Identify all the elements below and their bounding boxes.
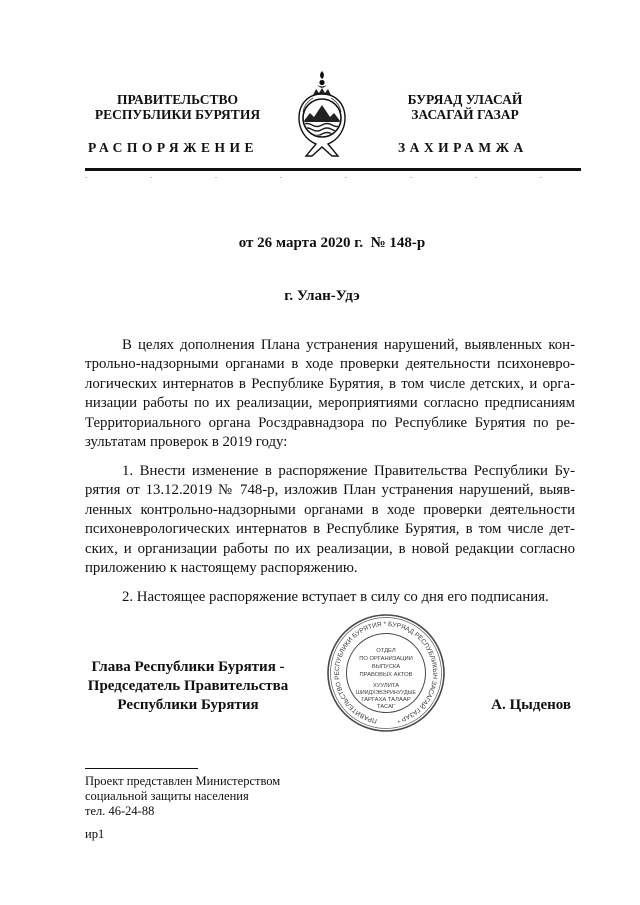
footnote-line: тел. 46-24-88 xyxy=(85,804,155,818)
government-title-line: РЕСПУБЛИКИ БУРЯТИЯ xyxy=(94,107,261,122)
header-rule xyxy=(85,168,581,171)
doc-type-bua: ЗАХИРАМЖА xyxy=(398,140,528,155)
text-line: 1. Внести изменение в распоряжение Правительства Республики Бу- xyxy=(122,462,575,479)
order-body xyxy=(85,336,575,617)
government-title-ru xyxy=(80,92,275,122)
signatory-title-line: Республики Бурятия xyxy=(117,697,259,713)
stamp-inner-line: ОТДЕЛ xyxy=(376,648,396,654)
stamp-inner-line: ШИИДХЭБЭРИНУУДЫЕ xyxy=(356,690,416,696)
text-line: 2. Настоящее распоряжение вступает в силу со дня его подписания. xyxy=(122,588,549,605)
text-line: Территориального органа Росздравнадзора по Республике Бурятия по ре- xyxy=(85,414,575,431)
stamp-inner-line: ПО ОРГАНИЗАЦИИ xyxy=(359,656,413,662)
footnote xyxy=(85,774,280,819)
text-line: зультатам проверок в 2019 году: xyxy=(85,433,288,450)
stamp-inner-line: ГАРГАХА ТАЛААР xyxy=(361,697,411,703)
signatory-title-line: Председатель Правительства xyxy=(87,678,289,694)
stamp-inner-line: ПРАВОВЫХ АКТОВ xyxy=(359,672,413,678)
stamp-inner-line: ВЫПУСКА xyxy=(371,664,401,670)
text-line: трольно-надзорными органами в ходе проверки деятельности психоневро- xyxy=(85,356,575,373)
paragraph-preamble xyxy=(85,336,575,452)
text-line: В целях дополнения Плана устранения нарушений, выявленных кон- xyxy=(122,337,575,353)
stamp-inner-line: ХУУЛИТА xyxy=(372,683,400,689)
text-line: приложению к настоящему распоряжению. xyxy=(85,559,358,576)
paragraph-item-1 xyxy=(85,462,575,578)
government-title-bua xyxy=(380,92,550,122)
registry-mark: ир1 xyxy=(85,827,105,841)
paragraph-item-2 xyxy=(85,588,575,607)
government-title-line: ЗАСАГАЙ ГАЗАР xyxy=(411,107,519,122)
text-line: ленных контрольно-надзорными органами в ходе проверки деятельности xyxy=(85,501,575,518)
coat-of-arms-icon xyxy=(292,68,352,158)
doc-type-ru: РАСПОРЯЖЕНИЕ xyxy=(88,140,259,155)
header-dotted-rule xyxy=(85,177,581,178)
government-title-line: БУРЯАД УЛАСАЙ xyxy=(407,92,523,107)
signatory-name: А. Цыденов xyxy=(491,697,571,713)
text-line: логических интернатов в Республике Бурятия, в том числе детских, и орга- xyxy=(85,375,575,392)
signatory-title-line: Глава Республики Бурятия - xyxy=(91,659,285,675)
footnote-rule xyxy=(85,768,198,769)
government-title-line: ПРАВИТЕЛЬСТВО xyxy=(116,92,238,107)
text-line: психоневрологических интернатов в Республике Бурятия, в том числе дет- xyxy=(85,521,575,538)
signatory-title xyxy=(80,658,296,715)
text-line: ских, и организации работы по их реализации, в новой редакции согласно xyxy=(85,540,575,557)
stamp-ring-textpath: ПРАВИТЕЛЬСТВО РЕСПУБЛИКИ БУРЯТИЯ * БУРЯАД РЕСПУБЛИКЫН ЗАСАГАЙ ГАЗАР * xyxy=(333,620,439,725)
text-line: рятия от 13.12.2019 № 748-р, изложив План устранения нарушений, выяв- xyxy=(85,482,575,499)
city: г. Улан-Удэ xyxy=(284,288,360,304)
footnote-line: Проект представлен Министерством xyxy=(85,774,281,788)
date-number: от 26 марта 2020 г. № 148-р xyxy=(238,235,426,251)
stamp-inner-line: ТАСАГ xyxy=(376,704,396,710)
text-line: низации работы по их реализации, мероприятиями согласно предписаниям xyxy=(85,395,575,412)
footnote-line: социальной защиты населения xyxy=(85,789,249,803)
official-stamp xyxy=(325,612,447,734)
